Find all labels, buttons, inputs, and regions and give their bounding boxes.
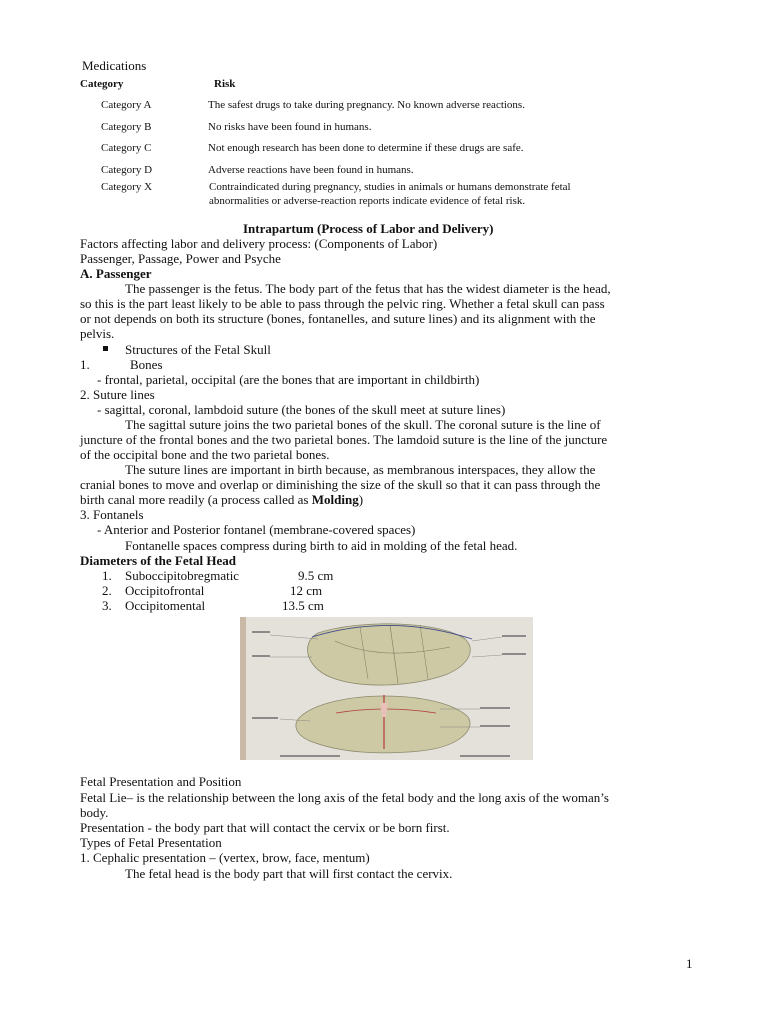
presentation-heading: Fetal Presentation and Position [80, 774, 242, 789]
sutures-line-1: The sagittal suture joins the two parietal bones of the skull. The coronal suture is the line of [125, 417, 601, 432]
bones-desc: - frontal, parietal, occipital (are the bones that are important in childbirth) [97, 372, 480, 387]
molding-pre: birth canal more readily (a process called as [80, 492, 312, 507]
risk-c: Not enough research has been done to determine if these drugs are safe. [208, 142, 524, 154]
diameter-2-value: 12 cm [290, 583, 323, 598]
sutures-line-2: juncture of the frontal bones and the two parietal bones. The lamdoid suture is the line of the juncture [80, 432, 608, 447]
fetal-skull-diagram-photo [240, 617, 533, 760]
sutures-label: 2. Suture lines [80, 387, 155, 402]
passenger-line-1: The passenger is the fetus. The body part of the fetus that has the widest diameter is the head, [125, 281, 611, 296]
sutures-line-3: of the occipital bone and the two parietal bones. [80, 447, 330, 462]
passenger-line-2: so this is the part least likely to be able to pass through the pelvic ring. Whether a fetal skull can pass [80, 296, 605, 311]
diameter-1-value: 9.5 cm [298, 568, 334, 583]
page-number: 1 [686, 956, 693, 971]
molding-line-1: The suture lines are important in birth because, as membranous interspaces, they allow the [125, 462, 596, 477]
fontanels-label: 3. Fontanels [80, 507, 144, 522]
category-x: Category X [101, 181, 153, 193]
factors-line: Factors affecting labor and delivery process: (Components of Labor) [80, 236, 438, 251]
fetal-skull-illustration [240, 617, 533, 760]
sutures-desc: - sagittal, coronal, lambdoid suture (the bones of the skull meet at suture lines) [97, 402, 506, 417]
presentation-types: Types of Fetal Presentation [80, 835, 222, 850]
fetal-lie-line-2: body. [80, 805, 109, 820]
molding-post: ) [358, 492, 364, 507]
fontanels-line: Fontanelle spaces compress during birth to aid in molding of the fetal head. [125, 538, 518, 553]
fontanels-desc: - Anterior and Posterior fontanel (membrane-covered spaces) [97, 522, 416, 537]
category-header: Category [80, 78, 124, 90]
risk-a: The safest drugs to take during pregnancy. No known adverse reactions. [208, 99, 525, 111]
diameter-2-name: Occipitofrontal [125, 583, 205, 598]
molding-term: Molding [311, 492, 359, 507]
risk-b: No risks have been found in humans. [208, 121, 372, 133]
bones-number: 1. [80, 357, 90, 372]
risk-x: Contraindicated during pregnancy, studies in animals or humans demonstrate fetal [209, 181, 571, 193]
diameters-heading: Diameters of the Fetal Head [80, 553, 236, 568]
cephalic-presentation: 1. Cephalic presentation – (vertex, brow, face, mentum) [80, 850, 370, 865]
passenger-line-3: or not depends on both its structure (bones, fontanelles, and suture lines) and its alignment with the [80, 311, 596, 326]
bones-label: Bones [130, 357, 163, 372]
diameter-1-num: 1. [102, 568, 112, 583]
passenger-heading: A. Passenger [80, 266, 152, 281]
category-a: Category A [101, 99, 152, 111]
category-c: Category C [101, 142, 152, 154]
molding-line-3 [80, 492, 363, 508]
components-line: Passenger, Passage, Power and Psyche [80, 251, 281, 266]
passenger-line-4: pelvis. [80, 326, 115, 341]
presentation-definition: Presentation - the body part that will contact the cervix or be born first. [80, 820, 450, 835]
bullet-square-icon [103, 346, 108, 351]
diameter-3-num: 3. [102, 598, 112, 613]
diameter-3-name: Occipitomental [125, 598, 206, 613]
diameter-2-num: 2. [102, 583, 112, 598]
fetal-lie-line-1: Fetal Lie– is the relationship between the long axis of the fetal body and the long axis of the woman’s [80, 790, 609, 805]
cephalic-description: The fetal head is the body part that will first contact the cervix. [125, 866, 453, 881]
risk-header: Risk [214, 78, 236, 90]
medications-title: Medications [82, 58, 147, 73]
diameter-3-value: 13.5 cm [282, 598, 324, 613]
category-b: Category B [101, 121, 152, 133]
risk-x-cont: abnormalities or adverse-reaction reports indicate evidence of fetal risk. [209, 195, 526, 207]
molding-line-2: cranial bones to move and overlap or diminishing the size of the skull so that it can pass through the [80, 477, 601, 492]
category-d: Category D [101, 164, 153, 176]
risk-d: Adverse reactions have been found in humans. [208, 164, 414, 176]
diameter-1-name: Suboccipitobregmatic [125, 568, 240, 583]
skull-structures-bullet: Structures of the Fetal Skull [125, 342, 271, 357]
intrapartum-heading: Intrapartum (Process of Labor and Delivery) [243, 221, 494, 236]
